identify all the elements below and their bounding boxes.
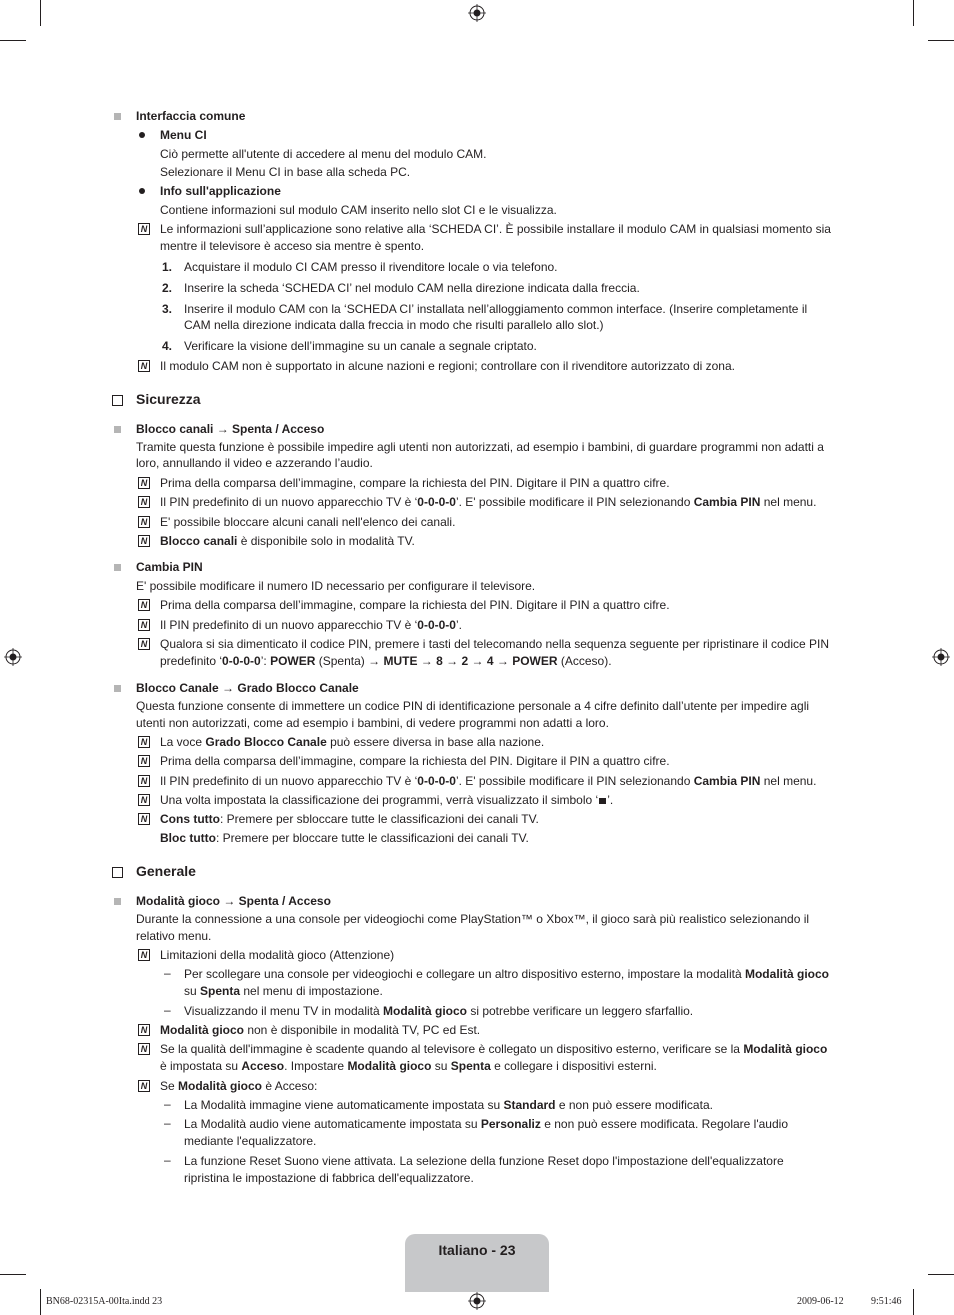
registration-mark-icon <box>468 4 486 22</box>
subheading-info-applicazione: Info sull'applicazione <box>160 184 281 198</box>
note-text: mediante l'equalizzatore. <box>184 1134 317 1148</box>
step-text: Acquistare il modulo CI CAM presso il rivenditore locale o via telefono. <box>184 260 558 274</box>
bullet-square-icon <box>114 113 121 120</box>
crop-mark <box>0 40 26 41</box>
paragraph-line: Questa funzione consente di immettere un codice PIN di identificazione personale a 4 cifre definito dall’utente per impedire agli <box>136 699 810 713</box>
note-text: Modalità gioco non è disponibile in modalità TV, PC ed Est. <box>160 1023 481 1037</box>
bullet-dot-icon <box>139 188 145 194</box>
note-text: Prima della comparsa dell’immagine, compare la richiesta del PIN. Digitare il PIN a quattro cifre. <box>160 754 670 768</box>
note-icon: N <box>138 736 150 748</box>
note-icon: N <box>138 813 150 825</box>
paragraph-line: Durante la connessione a una console per videogiochi come PlayStation™ o Xbox™, il gioco sarà più realistico selezionando il <box>136 912 810 926</box>
note-icon: N <box>138 775 150 787</box>
note-text: è impostata su Acceso. Impostare Modalità gioco su Spenta e collegare i dispositivi esterni. <box>160 1059 657 1073</box>
note-icon: N <box>138 949 150 961</box>
note-text: mentre il televisore è acceso sia mentre è spento. <box>160 239 425 253</box>
note-text: La Modalità immagine viene automaticamente impostata su Standard e non può essere modificata. <box>184 1098 713 1112</box>
note-text: Se la qualità dell'immagine è scadente quando al televisore è collegato un dispositivo esterno, verificare se la Modalità gioco <box>160 1042 828 1056</box>
registration-mark-icon <box>468 1292 486 1310</box>
note-icon: N <box>138 794 150 806</box>
crop-mark <box>40 1289 41 1315</box>
note-text: La Modalità audio viene automaticamente impostata su Personaliz e non può essere modificata. Regolare l'audio <box>184 1117 788 1131</box>
note-text: Qualora si sia dimenticato il codice PIN, premere i tasti del telecomando nella sequenza seguente per ripristinare il codice PIN <box>160 637 830 651</box>
bullet-dot-icon <box>139 132 145 138</box>
note-text: Bloc tutto: Premere per bloccare tutte le classificazioni dei canali TV. <box>160 831 529 845</box>
crop-mark <box>913 1289 914 1315</box>
note-text: su Spenta nel menu di impostazione. <box>184 984 383 998</box>
note-icon: N <box>138 1080 150 1092</box>
crop-mark <box>913 0 914 26</box>
note-icon: N <box>138 516 150 528</box>
heading-blocco-canali: Blocco canali → Spenta / Acceso <box>136 422 325 436</box>
footer-time: 9:51:46 <box>871 1296 902 1307</box>
note-text: predefinito ‘0-0-0-0’: POWER (Spenta) → MUTE → 8 → 2 → 4 → POWER (Acceso). <box>160 654 612 668</box>
note-text: La voce Grado Blocco Canale può essere diversa in base alla nazione. <box>160 735 545 749</box>
crop-mark <box>0 1274 26 1275</box>
step-text: Verificare la visione dell’immagine su un canale a segnale criptato. <box>184 339 537 353</box>
dash-bullet: – <box>164 1116 171 1130</box>
note-text: E' possibile bloccare alcuni canali nell'elenco dei canali. <box>160 515 456 529</box>
step-number: 2. <box>162 281 173 295</box>
step-text: Inserire il modulo CAM con la ‘SCHEDA CI’ installata nell’alloggiamento common interface. (Inserire completamente il <box>184 302 808 316</box>
bullet-square-icon <box>114 564 121 571</box>
note-text: ripristina le impostazione di fabbrica dell'equalizzatore. <box>184 1171 474 1185</box>
crop-mark <box>928 40 954 41</box>
paragraph-line: Contiene informazioni sul modulo CAM inserito nello slot CI e le visualizza. <box>160 203 557 217</box>
note-text: Se Modalità gioco è Acceso: <box>160 1079 318 1093</box>
dash-bullet: – <box>164 1153 171 1167</box>
section-title-generale: Generale <box>136 863 196 879</box>
registration-mark-icon <box>4 648 22 666</box>
note-text: Il modulo CAM non è supportato in alcune nazioni e regioni; controllare con il rivenditore autorizzato di zona. <box>160 359 735 373</box>
note-text: Blocco canali è disponibile solo in modalità TV. <box>160 534 415 548</box>
note-icon: N <box>138 599 150 611</box>
note-icon: N <box>138 619 150 631</box>
note-icon: N <box>138 535 150 547</box>
note-text: Per scollegare una console per videogiochi e collegare un altro dispositivo esterno, impostare la modalità Modalità gioco <box>184 967 829 981</box>
heading-modalita-gioco: Modalità gioco → Spenta / Acceso <box>136 894 331 908</box>
page-number-label: Italiano - 23 <box>438 1242 516 1258</box>
dash-bullet: – <box>164 966 171 980</box>
step-number: 4. <box>162 339 173 353</box>
registration-mark-icon <box>932 648 950 666</box>
note-icon: N <box>138 755 150 767</box>
heading-cambia-pin: Cambia PIN <box>136 560 203 574</box>
note-text: Visualizzando il menu TV in modalità Modalità gioco si potrebbe verificare un leggero sfarfallio. <box>184 1004 694 1018</box>
note-icon: N <box>138 638 150 650</box>
bullet-square-icon <box>114 685 121 692</box>
section-box-icon <box>112 867 123 878</box>
paragraph-line: utenti non autorizzati, come ad esempio i bambini, di vedere programmi non adatti a loro. <box>136 716 609 730</box>
heading-interfaccia-comune: Interfaccia comune <box>136 109 246 123</box>
crop-mark <box>928 1274 954 1275</box>
bullet-square-icon <box>114 426 121 433</box>
note-text: Una volta impostata la classificazione dei programmi, verrà visualizzato il simbolo ‘ ’. <box>160 793 614 807</box>
step-number: 1. <box>162 260 173 274</box>
paragraph-line: loro, annullando il video e azzerando l’audio. <box>136 456 373 470</box>
bullet-square-icon <box>114 898 121 905</box>
note-text: Prima della comparsa dell’immagine, compare la richiesta del PIN. Digitare il PIN a quattro cifre. <box>160 476 670 490</box>
step-number: 3. <box>162 302 173 316</box>
step-text: Inserire la scheda ‘SCHEDA CI’ nel modulo CAM nella direzione indicata dalla freccia. <box>184 281 640 295</box>
paragraph-line: Ciò permette all'utente di accedere al menu del modulo CAM. <box>160 147 487 161</box>
footer-date: 2009-06-12 <box>797 1296 844 1307</box>
note-text: Il PIN predefinito di un nuovo apparecchio TV è ‘0-0-0-0’. E' possibile modificare il PIN selezionando Cambia PIN nel menu. <box>160 495 817 509</box>
note-text: Il PIN predefinito di un nuovo apparecchio TV è ‘0-0-0-0’. E' possibile modificare il PIN selezionando Cambia PIN nel menu. <box>160 774 817 788</box>
section-title-sicurezza: Sicurezza <box>136 391 201 407</box>
paragraph-line: Selezionare il Menu CI in base alla scheda PC. <box>160 165 411 179</box>
note-text: Il PIN predefinito di un nuovo apparecchio TV è ‘0-0-0-0’. <box>160 618 462 632</box>
section-box-icon <box>112 395 123 406</box>
footer-filename: BN68-02315A-00Ita.indd 23 <box>46 1296 163 1307</box>
note-icon: N <box>138 477 150 489</box>
note-text: La funzione Reset Suono viene attivata. La selezione della funzione Reset dopo l'impostazione dell'equalizzatore <box>184 1154 784 1168</box>
dash-bullet: – <box>164 1097 171 1111</box>
note-icon: N <box>138 360 150 372</box>
step-text: CAM nella direzione indicata dalla freccia in modo che risulti parallelo allo slot.) <box>184 318 604 332</box>
note-text: Prima della comparsa dell’immagine, compare la richiesta del PIN. Digitare il PIN a quattro cifre. <box>160 598 670 612</box>
note-icon: N <box>138 223 150 235</box>
crop-mark <box>40 0 41 26</box>
subheading-menu-ci: Menu CI <box>160 128 207 142</box>
note-text: Limitazioni della modalità gioco (Attenzione) <box>160 948 395 962</box>
note-text: Le informazioni sull’applicazione sono relative alla ‘SCHEDA CI’. È possibile installare il modulo CAM in qualsiasi momento sia <box>160 222 831 236</box>
heading-grado-blocco: Blocco Canale → Grado Blocco Canale <box>136 681 359 695</box>
note-icon: N <box>138 1024 150 1036</box>
note-icon: N <box>138 1043 150 1055</box>
lock-icon <box>599 798 606 804</box>
paragraph-line: Tramite questa funzione è possibile impedire agli utenti non autorizzati, ad esempio i bambini, di guardare programmi non adatti a <box>136 440 824 454</box>
paragraph-line: E' possibile modificare il numero ID necessario per configurare il televisore. <box>136 579 536 593</box>
dash-bullet: – <box>164 1003 171 1017</box>
paragraph-line: relativo menu. <box>136 929 212 943</box>
note-text: Cons tutto: Premere per sbloccare tutte le classificazioni dei canali TV. <box>160 812 539 826</box>
note-icon: N <box>138 496 150 508</box>
